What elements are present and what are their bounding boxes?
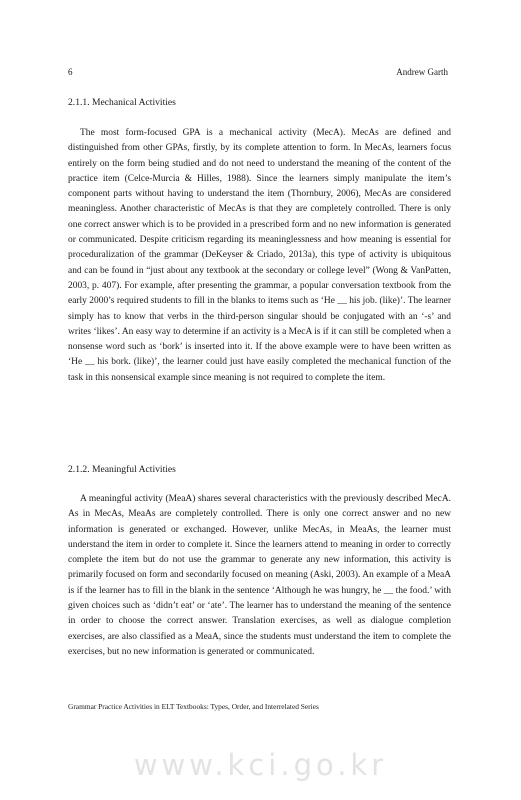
section-heading-meaningful-activities: 2.1.2. Meaningful Activities xyxy=(68,464,176,475)
kci-watermark: www.kci.go.kr xyxy=(133,748,388,782)
page-number: 6 xyxy=(68,67,73,77)
paragraph-mechanical-activities: The most form-focused GPA is a mechanical activity (MecA). MecAs are defined and distinguished from other GPAs, firstly, by its complete attention to form. In MecAs, learners focus entirely on the form being studied and do not need to understand the meaning of the content of the practice item (Celce-Murcia & Hilles, 1988). Since the learners simply manipulate the item’s component parts without having to understand the item (Thornbury, 2006), MecAs are considered meaningless. Another characteristic of MecAs is that they are completely controlled. There is only one correct answer which is to be provided in a prescribed form and no new information is generated or communicated. Despite criticism regarding its meaninglessness and how meaning is essential for proceduralization of the grammar (DeKeyser & Criado, 2013a), this type of activity is ubiquitous and can be found in “just about any textbook at the secondary or college level” (Wong & VanPatten, 2003, p. 407). For example, after presenting the grammar, a popular conversation textbook from the early 2000’s required students to fill in the blanks to items such as ‘He __ his job. (like)’. The learner simply has to know that verbs in the third-person singular should be conjugated with an ‘-s’ and writes ‘likes’. An easy way to determine if an activity is a MecA is if it can still be completed when a nonsense word such as ‘bork’ is inserted into it. If the above example were to have been written as ‘He __ his bork. (like)’, the learner could just have easily completed the mechanical function of the task in this nonsensical example since meaning is not required to complete the item. xyxy=(68,128,451,383)
section-heading-mechanical-activities: 2.1.1. Mechanical Activities xyxy=(68,97,176,108)
running-header xyxy=(68,67,448,77)
journal-footer: Grammar Practice Activities in ELT Textbooks: Types, Order, and Interrelated Series xyxy=(68,702,319,711)
running-author: Andrew Garth xyxy=(396,67,448,77)
paragraph-meaningful-activities: A meaningful activity (MeaA) shares several characteristics with the previously described MecA. As in MecAs, MeaAs are completely controlled. There is only one correct answer and no new information is generated or exchanged. However, unlike MecAs, in MeaAs, the learner must understand the item in order to complete it. Since the learners attend to meaning in order to correctly complete the item but do not use the grammar to generate any new information, this activity is primarily focused on form and secondarily focused on meaning (Aski, 2003). An example of a MeaA is if the learner has to fill in the blank in the sentence ‘Although he was hungry, he __ the food.’ with given choices such as ‘didn’t eat’ or ‘ate’. The learner has to understand the meaning of the sentence in order to choose the correct answer. Translation exercises, as well as dialogue completion exercises, are also classified as a MeaA, since the students must understand the item to complete the exercises, but no new information is generated or communicated. xyxy=(68,494,451,657)
